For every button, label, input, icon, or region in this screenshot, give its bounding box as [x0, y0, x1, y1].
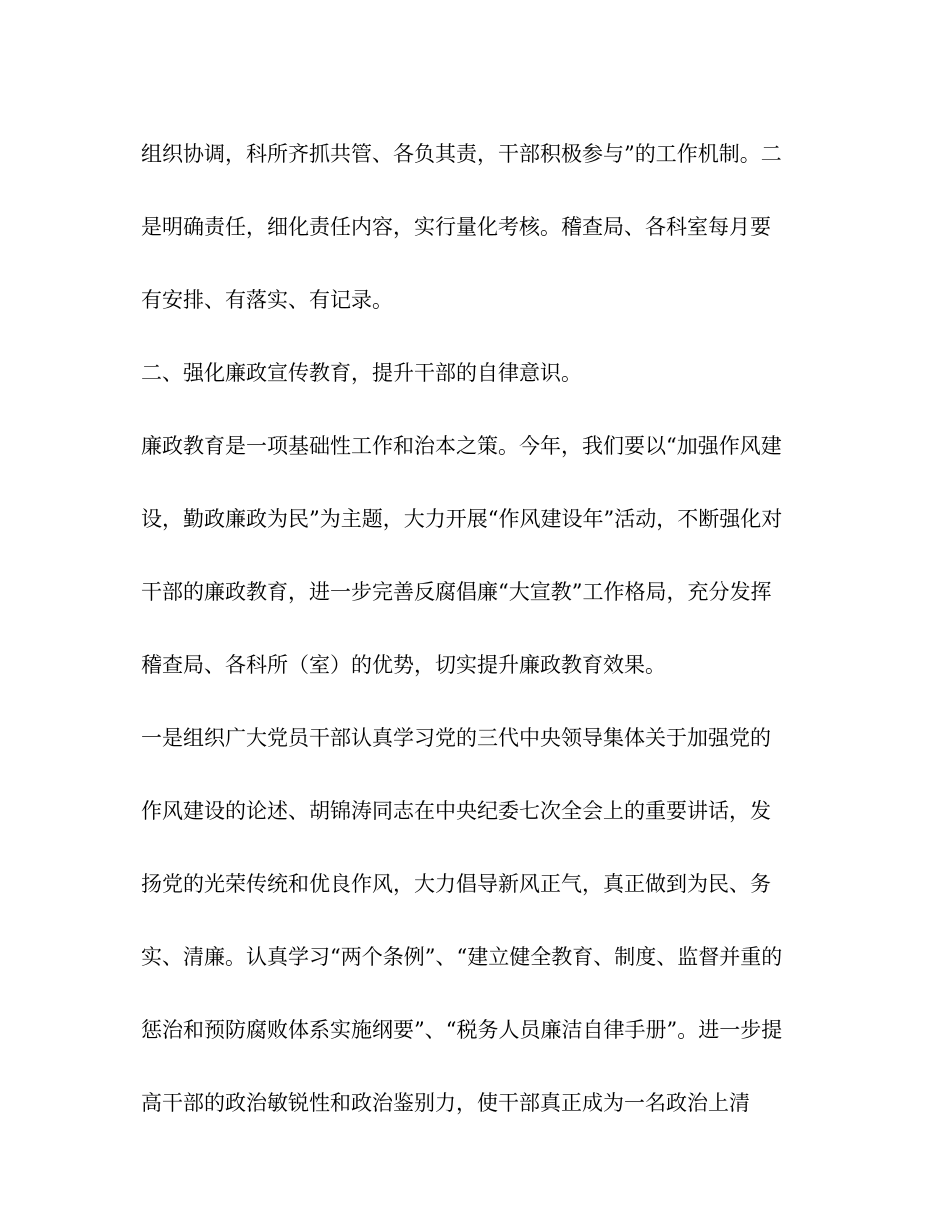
text-line-11: 扬党的光荣传统和优良作风，大力倡导新风正气，真正做到为民、务 [141, 872, 771, 896]
text-line-7: 干部的廉政教育，进一步完善反腐倡廉“大宣教”工作格局，充分发挥 [141, 580, 772, 604]
text-line-1: 组织协调，科所齐抓共管、各负其责，干部积极参与”的工作机制。二 [141, 142, 782, 166]
text-line-2: 是明确责任，细化责任内容，实行量化考核。稽查局、各科室每月要 [141, 215, 771, 239]
text-line-13: 惩治和预防腐败体系实施纲要”、“税务人员廉洁自律手册”。进一步提 [141, 1018, 783, 1042]
section-heading: 二、强化廉政宣传教育，提升干部的自律意识。 [141, 361, 582, 385]
text-line-5: 廉政教育是一项基础性工作和治本之策。今年，我们要以“加强作风建 [141, 434, 782, 458]
text-line-12: 实、清廉。认真学习“两个条例”、“建立健全教育、制度、监督并重的 [141, 945, 783, 969]
text-line-3: 有安排、有落实、有记录。 [141, 288, 393, 312]
text-line-10: 作风建设的论述、胡锦涛同志在中央纪委七次全会上的重要讲话，发 [141, 799, 771, 823]
document-body [141, 118, 821, 1140]
text-line-14: 高干部的政治敏锐性和政治鉴别力，使干部真正成为一名政治上清 [141, 1091, 750, 1115]
text-line-8: 稽查局、各科所（室）的优势，切实提升廉政教育效果。 [141, 653, 666, 677]
text-line-9: 一是组织广大党员干部认真学习党的三代中央领导集体关于加强党的 [141, 726, 771, 750]
text-line-6: 设，勤政廉政为民”为主题，大力开展“作风建设年”活动，不断强化对 [141, 507, 783, 531]
